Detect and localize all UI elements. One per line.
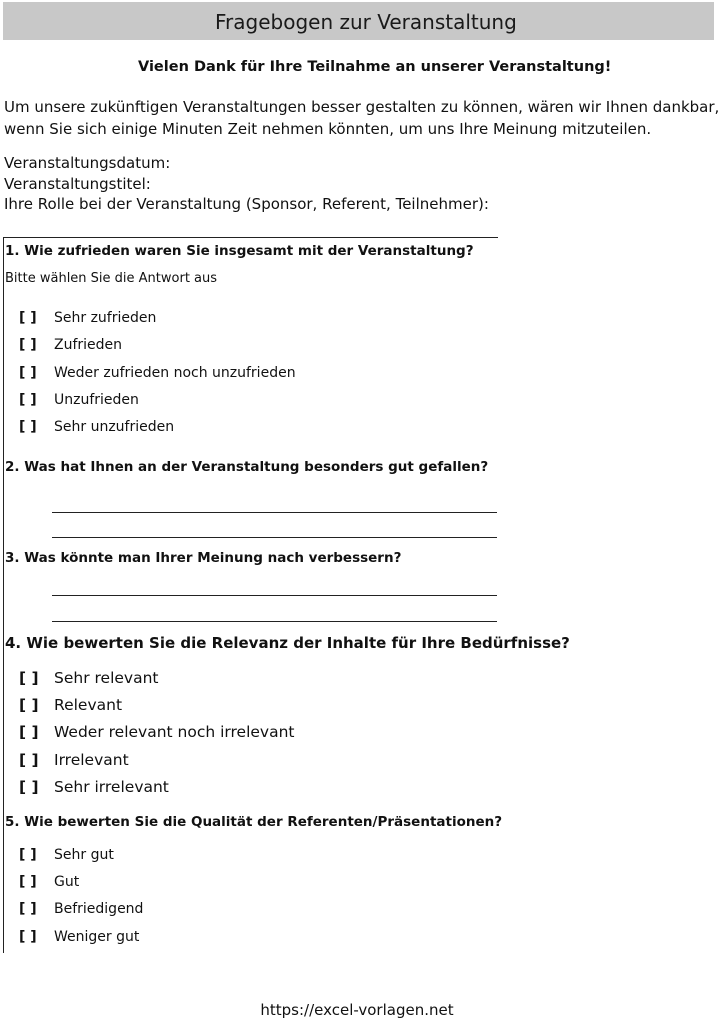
field-event-date: Veranstaltungsdatum: xyxy=(4,154,171,172)
answer-line-q3-2[interactable] xyxy=(52,621,497,622)
option-label: Irrelevant xyxy=(54,751,129,769)
question-1-hint: Bitte wählen Sie die Antwort aus xyxy=(5,271,218,286)
option-q5-3[interactable] xyxy=(19,901,143,923)
page-title: Fragebogen zur Veranstaltung xyxy=(3,2,714,40)
option-label: Weder relevant noch irrelevant xyxy=(54,723,295,741)
intro-line-1: Um unsere zukünftigen Veranstaltungen besser gestalten zu können, wären wir Ihnen dankbar, xyxy=(4,98,719,116)
checkbox[interactable]: [ ] xyxy=(19,847,37,863)
checkbox[interactable]: [ ] xyxy=(19,901,37,917)
option-q1-2[interactable] xyxy=(19,337,122,359)
option-q5-1[interactable] xyxy=(19,847,114,869)
option-label: Sehr relevant xyxy=(54,669,159,687)
option-q1-1[interactable] xyxy=(19,310,156,332)
checkbox[interactable]: [ ] xyxy=(19,778,39,796)
field-role: Ihre Rolle bei der Veranstaltung (Sponsor, Referent, Teilnehmer): xyxy=(4,195,489,213)
option-q4-1[interactable] xyxy=(19,669,158,691)
option-label: Befriedigend xyxy=(54,901,144,917)
checkbox[interactable]: [ ] xyxy=(19,751,39,769)
option-label: Gut xyxy=(54,874,80,890)
checkbox[interactable]: [ ] xyxy=(19,723,39,741)
option-label: Weder zufrieden noch unzufrieden xyxy=(54,365,296,381)
checkbox[interactable]: [ ] xyxy=(19,696,39,714)
option-label: Sehr unzufrieden xyxy=(54,419,175,435)
option-label: Zufrieden xyxy=(54,337,123,353)
checkbox[interactable]: [ ] xyxy=(19,365,37,381)
option-q1-5[interactable] xyxy=(19,419,174,441)
question-3: 3. Was könnte man Ihrer Meinung nach verbessern? xyxy=(5,550,402,566)
option-label: Unzufrieden xyxy=(54,392,139,408)
option-label: Sehr gut xyxy=(54,847,114,863)
option-q4-4[interactable] xyxy=(19,751,129,773)
checkbox[interactable]: [ ] xyxy=(19,392,37,408)
answer-line-q3-1[interactable] xyxy=(52,595,497,596)
option-label: Sehr zufrieden xyxy=(54,310,157,326)
checkbox[interactable]: [ ] xyxy=(19,337,37,353)
checkbox[interactable]: [ ] xyxy=(19,669,39,687)
checkbox[interactable]: [ ] xyxy=(19,874,37,890)
checkbox[interactable]: [ ] xyxy=(19,929,37,945)
answer-line-q2-2[interactable] xyxy=(52,537,497,538)
option-label: Weniger gut xyxy=(54,929,140,945)
option-q1-3[interactable] xyxy=(19,365,296,387)
option-q4-2[interactable] xyxy=(19,696,122,718)
question-1: 1. Wie zufrieden waren Sie insgesamt mit der Veranstaltung? xyxy=(5,243,474,259)
question-2: 2. Was hat Ihnen an der Veranstaltung besonders gut gefallen? xyxy=(5,459,489,475)
option-label: Relevant xyxy=(54,696,123,714)
question-5: 5. Wie bewerten Sie die Qualität der Referenten/Präsentationen? xyxy=(5,814,503,830)
intro-line-2: wenn Sie sich einige Minuten Zeit nehmen könnten, um uns Ihre Meinung mitzuteilen. xyxy=(4,120,652,138)
option-q1-4[interactable] xyxy=(19,392,139,414)
footer-url[interactable]: https://excel-vorlagen.net xyxy=(260,1001,454,1019)
thank-you-heading: Vielen Dank für Ihre Teilnahme an unserer Veranstaltung! xyxy=(138,59,612,75)
field-event-title: Veranstaltungstitel: xyxy=(4,175,151,193)
option-q4-5[interactable] xyxy=(19,778,169,800)
option-q5-4[interactable] xyxy=(19,929,139,951)
checkbox[interactable]: [ ] xyxy=(19,310,37,326)
checkbox[interactable]: [ ] xyxy=(19,419,37,435)
question-4: 4. Wie bewerten Sie die Relevanz der Inhalte für Ihre Bedürfnisse? xyxy=(5,634,570,652)
option-label: Sehr irrelevant xyxy=(54,778,169,796)
option-q5-2[interactable] xyxy=(19,874,79,896)
answer-line-q2-1[interactable] xyxy=(52,512,497,513)
option-q4-3[interactable] xyxy=(19,723,295,745)
